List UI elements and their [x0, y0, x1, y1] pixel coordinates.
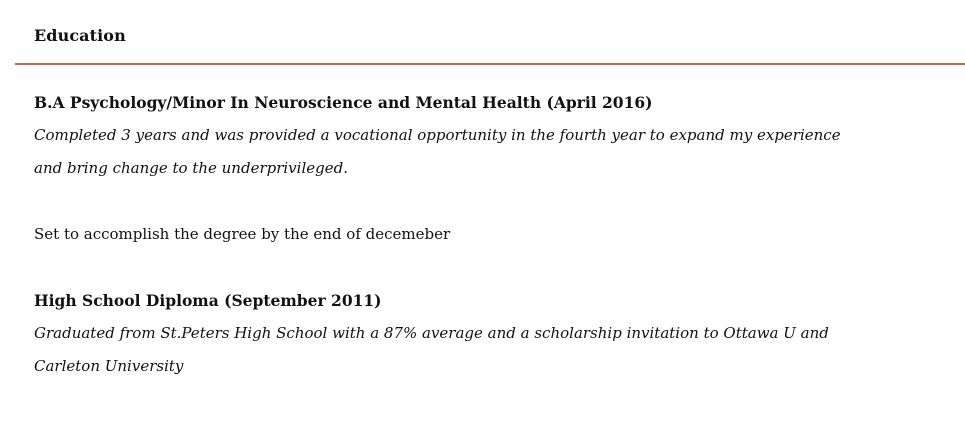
entry-heading: High School Diploma (September 2011): [34, 291, 382, 310]
entry-note: Set to accomplish the degree by the end of decemeber: [34, 225, 451, 243]
spacer: [34, 185, 954, 218]
entry-description-line: Graduated from St.Peters High School with a 87% average and a scholarship invitation to Ottawa U and: [34, 324, 829, 342]
entry-description-line: Completed 3 years and was provided a vocational opportunity in the fourth year to expand my experience: [34, 126, 841, 144]
section-divider: [15, 63, 965, 65]
section-title-education: Education: [34, 26, 126, 45]
entry-heading: B.A Psychology/Minor In Neuroscience and Mental Health (April 2016): [34, 93, 653, 112]
spacer: [34, 251, 954, 284]
education-content: [34, 86, 954, 383]
entry-description-line: and bring change to the underprivileged.: [34, 159, 348, 177]
education-entry-highschool: [34, 284, 954, 383]
entry-description-line: Carleton University: [34, 357, 184, 375]
education-entry-degree: [34, 86, 954, 251]
